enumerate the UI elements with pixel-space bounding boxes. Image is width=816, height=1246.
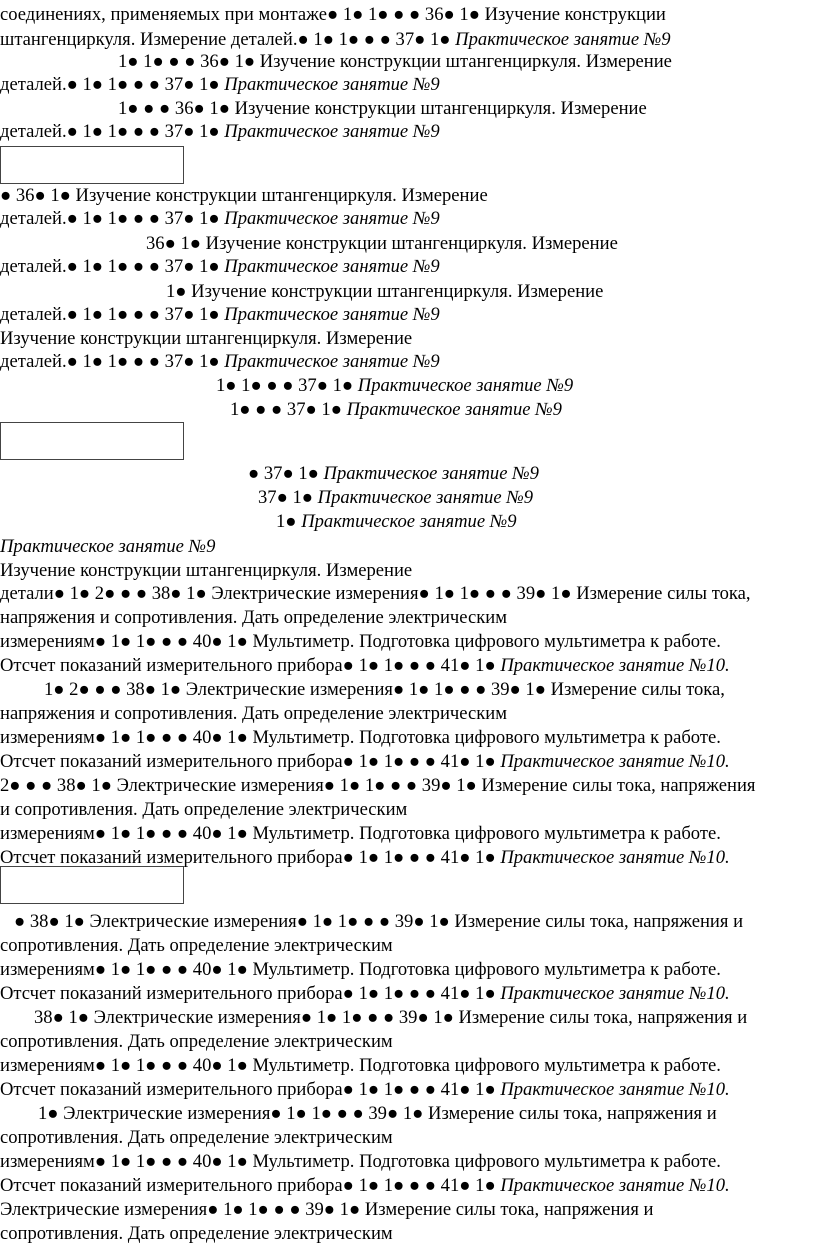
text-line: [0, 1198, 816, 1222]
text-line: [0, 535, 816, 559]
text-line: [0, 374, 816, 398]
line-text: детали● 1● 2● ● ● 38● 1● Электрические измерения● 1● 1● ● ● 39● 1● Измерение силы тока,: [0, 583, 751, 604]
text-line: [0, 750, 816, 774]
lesson-title-italic: Практическое занятие №9: [224, 351, 440, 372]
line-text: деталей.● 1● 1● ● ● 37● 1●: [0, 256, 225, 277]
text-line: [0, 28, 816, 52]
text-line: [0, 1054, 816, 1078]
text-line: [0, 798, 816, 822]
line-text: 1● 1● ● ● 36● 1● Изучение конструкции штангенциркуля. Измерение: [118, 51, 672, 72]
lesson-title-italic: Практическое занятие №9: [323, 463, 539, 484]
line-text: Отсчет показаний измерительного прибора● 1● 1● ● ● 41● 1●: [0, 751, 501, 772]
line-text: сопротивления. Дать определение электрическим: [0, 935, 393, 956]
text-line: [0, 398, 816, 422]
line-text: 2● ● ● 38● 1● Электрические измерения● 1● 1● ● ● 39● 1● Измерение силы тока, напряжения: [0, 775, 756, 796]
text-line: [0, 726, 816, 750]
text-line: [0, 1006, 816, 1030]
line-text: 36● 1● Изучение конструкции штангенциркуля. Измерение: [146, 233, 618, 254]
line-text: измерениям● 1● 1● ● ● 40● 1● Мультиметр. Подготовка цифрового мультиметра к работе.: [0, 727, 721, 748]
text-line: [0, 462, 816, 486]
line-text: измерениям● 1● 1● ● ● 40● 1● Мультиметр. Подготовка цифрового мультиметра к работе.: [0, 1055, 721, 1076]
line-text: 38● 1● Электрические измерения● 1● 1● ● ● 39● 1● Измерение силы тока, напряжения и: [34, 1007, 748, 1028]
line-text: ● 38● 1● Электрические измерения● 1● 1● ● ● 39● 1● Измерение силы тока, напряжения и: [14, 911, 744, 932]
line-text: Изучение конструкции штангенциркуля. Измерение: [0, 560, 413, 581]
line-text: 1● ● ● 37● 1●: [230, 399, 347, 420]
line-text: сопротивления. Дать определение электрическим: [0, 1031, 393, 1052]
text-line: [0, 3, 816, 27]
lesson-title-italic: Практическое занятие №10.: [500, 847, 730, 868]
text-line: [0, 97, 816, 121]
lesson-title-italic: Практическое занятие №10.: [500, 655, 730, 676]
text-line: [0, 486, 816, 510]
lesson-title-italic: Практическое занятие №9: [224, 304, 440, 325]
line-text: деталей.● 1● 1● ● ● 37● 1●: [0, 74, 225, 95]
text-line: [0, 120, 816, 144]
text-line: [0, 350, 816, 374]
text-line: [0, 1078, 816, 1102]
lesson-title-italic: Практическое занятие №10.: [500, 751, 730, 772]
text-line: [0, 303, 816, 327]
line-text: напряжения и сопротивления. Дать определение электрическим: [0, 607, 507, 628]
line-text: и сопротивления. Дать определение электрическим: [0, 799, 408, 820]
text-line: [0, 207, 816, 231]
line-text: деталей.● 1● 1● ● ● 37● 1●: [0, 304, 225, 325]
line-text: 1● Изучение конструкции штангенциркуля. Измерение: [166, 281, 604, 302]
lesson-title-italic: Практическое занятие №10.: [500, 1079, 730, 1100]
line-text: Отсчет показаний измерительного прибора● 1● 1● ● ● 41● 1●: [0, 847, 501, 868]
line-text: Изучение конструкции штангенциркуля. Измерение: [0, 328, 413, 349]
text-line: [0, 982, 816, 1006]
line-text: Отсчет показаний измерительного прибора● 1● 1● ● ● 41● 1●: [0, 655, 501, 676]
line-text: соединениях, применяемых при монтаже● 1● 1● ● ● 36● 1● Изучение конструкции: [0, 4, 666, 25]
text-line: [0, 774, 816, 798]
text-line: [0, 702, 816, 726]
line-text: сопротивления. Дать определение электрическим: [0, 1127, 393, 1148]
text-line: [0, 678, 816, 702]
text-line: [0, 1030, 816, 1054]
text-line: [0, 582, 816, 606]
text-line: [0, 327, 816, 351]
line-text: 1● 2● ● ● 38● 1● Электрические измерения● 1● 1● ● ● 39● 1● Измерение силы тока,: [44, 679, 725, 700]
line-text: измерениям● 1● 1● ● ● 40● 1● Мультиметр. Подготовка цифрового мультиметра к работе.: [0, 631, 721, 652]
line-text: измерениям● 1● 1● ● ● 40● 1● Мультиметр. Подготовка цифрового мультиметра к работе.: [0, 823, 721, 844]
line-text: ● 37● 1●: [248, 463, 324, 484]
lesson-title-italic: Практическое занятие №9: [455, 29, 671, 50]
text-line: [0, 910, 816, 934]
line-text: 1● ● ● 36● 1● Изучение конструкции штангенциркуля. Измерение: [118, 98, 647, 119]
text-line: [0, 184, 816, 208]
line-text: измерениям● 1● 1● ● ● 40● 1● Мультиметр. Подготовка цифрового мультиметра к работе.: [0, 959, 721, 980]
lesson-title-italic: Практическое занятие №9: [357, 375, 574, 396]
line-text: сопротивления. Дать определение электрическим: [0, 1223, 393, 1244]
lesson-title-italic: Практическое занятие №9: [224, 256, 440, 277]
text-line: [0, 510, 816, 534]
line-text: ● 36● 1● Изучение конструкции штангенциркуля. Измерение: [0, 185, 488, 206]
lesson-title-italic: Практическое занятие №9: [301, 511, 517, 532]
line-text: Отсчет показаний измерительного прибора● 1● 1● ● ● 41● 1●: [0, 1079, 501, 1100]
line-text: деталей.● 1● 1● ● ● 37● 1●: [0, 351, 225, 372]
line-text: 1●: [276, 511, 302, 532]
empty-field-box: [0, 866, 184, 904]
line-text: измерениям● 1● 1● ● ● 40● 1● Мультиметр. Подготовка цифрового мультиметра к работе.: [0, 1151, 721, 1172]
line-text: 1● 1● ● ● 37● 1●: [216, 375, 358, 396]
line-text: штангенциркуля. Измерение деталей.● 1● 1● ● ● 37● 1●: [0, 29, 456, 50]
text-line: [0, 934, 816, 958]
line-text: Отсчет показаний измерительного прибора● 1● 1● ● ● 41● 1●: [0, 983, 501, 1004]
line-text: Электрические измерения● 1● 1● ● ● 39● 1● Измерение силы тока, напряжения и: [0, 1199, 654, 1220]
lesson-title-italic: Практическое занятие №9: [317, 487, 534, 508]
empty-field-box: [0, 146, 184, 184]
text-line: [0, 50, 816, 74]
lesson-title-italic: Практическое занятие №9: [0, 536, 216, 557]
line-text: деталей.● 1● 1● ● ● 37● 1●: [0, 208, 225, 229]
text-line: [0, 1222, 816, 1246]
lesson-title-italic: Практическое занятие №9: [346, 399, 562, 420]
text-line: [0, 1174, 816, 1198]
line-text: Отсчет показаний измерительного прибора● 1● 1● ● ● 41● 1●: [0, 1175, 501, 1196]
lesson-title-italic: Практическое занятие №9: [224, 74, 440, 95]
text-line: [0, 280, 816, 304]
line-text: 1● Электрические измерения● 1● 1● ● ● 39● 1● Измерение силы тока, напряжения и: [38, 1103, 717, 1124]
lesson-title-italic: Практическое занятие №9: [224, 208, 440, 229]
text-line: [0, 630, 816, 654]
line-text: деталей.● 1● 1● ● ● 37● 1●: [0, 121, 225, 142]
text-line: [0, 559, 816, 583]
lesson-title-italic: Практическое занятие №10.: [500, 1175, 730, 1196]
text-line: [0, 654, 816, 678]
text-line: [0, 1102, 816, 1126]
lesson-title-italic: Практическое занятие №9: [224, 121, 440, 142]
line-text: напряжения и сопротивления. Дать определение электрическим: [0, 703, 507, 724]
text-line: [0, 606, 816, 630]
line-text: 37● 1●: [258, 487, 318, 508]
text-line: [0, 232, 816, 256]
text-line: [0, 1126, 816, 1150]
text-line: [0, 73, 816, 97]
empty-field-box: [0, 422, 184, 460]
text-line: [0, 1150, 816, 1174]
text-line: [0, 822, 816, 846]
text-line: [0, 255, 816, 279]
text-line: [0, 958, 816, 982]
lesson-title-italic: Практическое занятие №10.: [500, 983, 730, 1004]
text-line: [0, 846, 816, 870]
